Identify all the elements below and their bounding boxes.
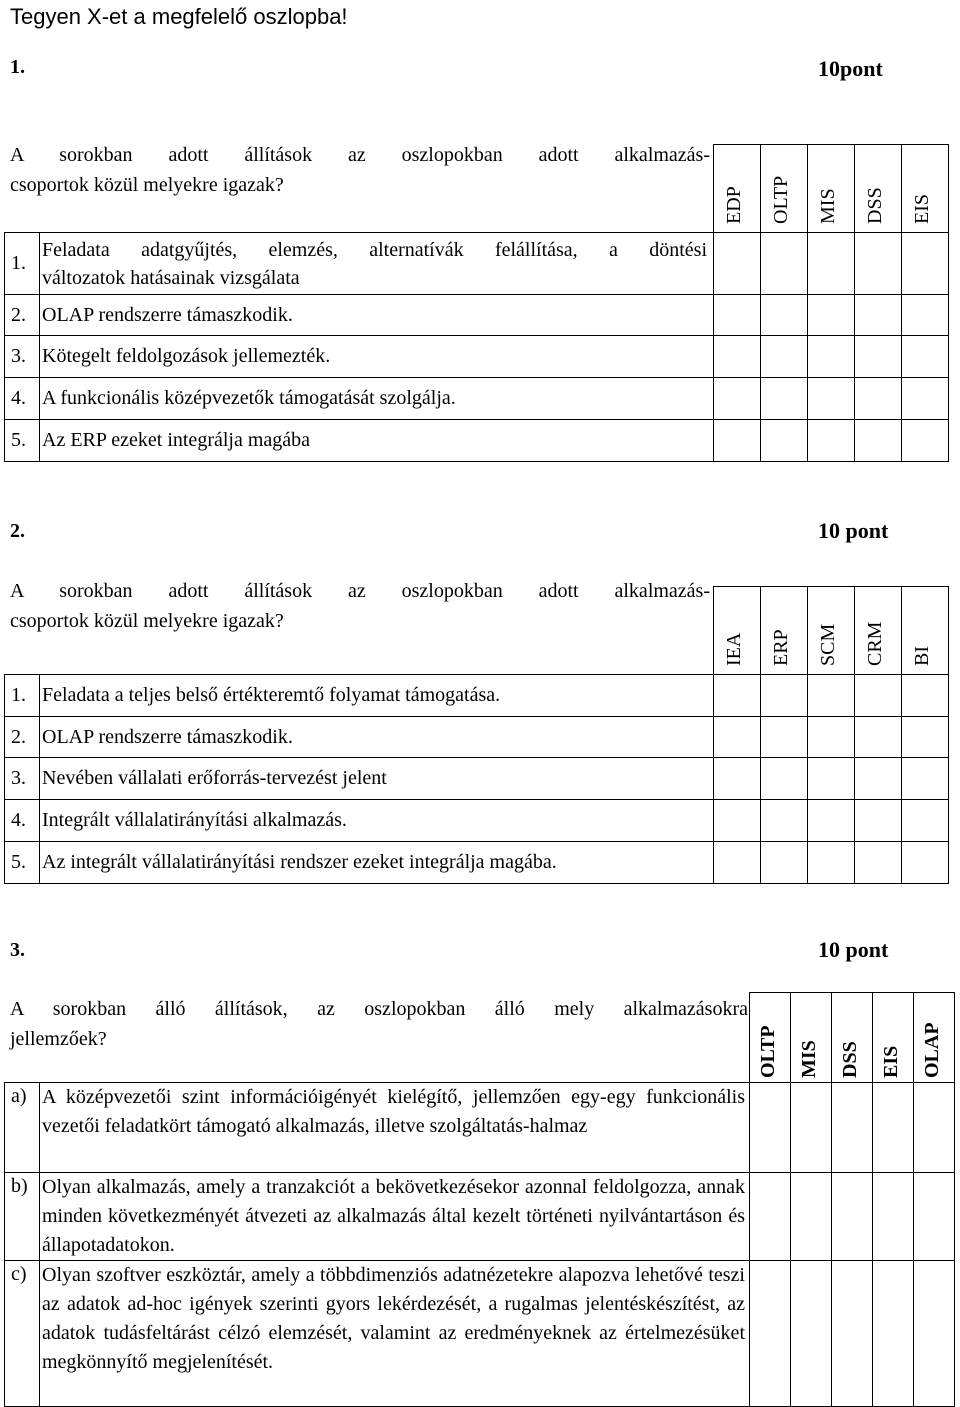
answer-cell[interactable] [791, 1173, 832, 1261]
answer-cell[interactable] [714, 336, 761, 378]
section1-question-line2: csoportok közül melyekre igazak? [10, 174, 284, 196]
table-row [5, 378, 949, 420]
answer-cell[interactable] [902, 233, 949, 295]
answer-cell[interactable] [761, 336, 808, 378]
section1-col-header [714, 145, 761, 233]
answer-cell[interactable] [873, 1261, 914, 1407]
row-number: 5. [5, 420, 40, 462]
answer-cell[interactable] [808, 378, 855, 420]
row-text: OLAP rendszerre támaszkodik. [40, 717, 714, 758]
answer-cell[interactable] [714, 717, 761, 758]
row-text: A középvezetői szint információigényét kielégítő, jellemzően egy-egy funkcionális vezetői feladatkört támogató alkalmazás, illetve szolgáltatás-halmaz [40, 1083, 750, 1173]
answer-cell[interactable] [902, 420, 949, 462]
answer-cell[interactable] [714, 233, 761, 295]
answer-cell[interactable] [855, 378, 902, 420]
answer-cell[interactable] [808, 233, 855, 295]
section3-col-header [914, 993, 955, 1083]
section3-col-label: OLTP [757, 1025, 779, 1078]
answer-cell[interactable] [761, 758, 808, 800]
answer-cell[interactable] [714, 842, 761, 884]
table-row [5, 1173, 955, 1261]
answer-cell[interactable] [791, 1261, 832, 1407]
answer-cell[interactable] [714, 420, 761, 462]
row-text-line2: változatok hatásainak vizsgálata [42, 266, 300, 289]
row-number: 2. [5, 295, 40, 336]
table-row [5, 1083, 955, 1173]
answer-cell[interactable] [808, 800, 855, 842]
answer-cell[interactable] [902, 675, 949, 717]
section2-question-line1: A sorokban adott állítások az oszlopokban adott alkalmazás- [10, 580, 710, 602]
answer-cell[interactable] [855, 717, 902, 758]
answer-cell[interactable] [914, 1173, 955, 1261]
section1-col-label: MIS [817, 188, 839, 224]
table-row [5, 717, 949, 758]
answer-cell[interactable] [714, 675, 761, 717]
row-text-line1: Feladata adatgyűjtés, elemzés, alternatívák felállítása, a döntési [42, 238, 707, 261]
answer-cell[interactable] [761, 378, 808, 420]
answer-cell[interactable] [761, 233, 808, 295]
section3-table [4, 992, 955, 1407]
row-number: 5. [5, 842, 40, 884]
answer-cell[interactable] [761, 842, 808, 884]
section2-col-label: BI [911, 646, 933, 666]
answer-cell[interactable] [750, 1173, 791, 1261]
section3-points: 10 pont [818, 937, 889, 962]
table-row [5, 295, 949, 336]
row-number: 4. [5, 378, 40, 420]
table-row [5, 842, 949, 884]
answer-cell[interactable] [855, 295, 902, 336]
section1-col-label: DSS [864, 187, 886, 224]
answer-cell[interactable] [855, 420, 902, 462]
section2-col-label: IEA [723, 632, 745, 666]
row-number: 2. [5, 717, 40, 758]
row-number: 1. [5, 233, 40, 295]
row-text: Kötegelt feldolgozások jellemezték. [40, 336, 714, 378]
answer-cell[interactable] [855, 842, 902, 884]
section1-col-label: EDP [723, 186, 745, 224]
section2-number: 2. [10, 520, 25, 542]
row-text: Olyan szoftver eszköztár, amely a többdimenziós adatnézetekre alapozva lehetővé teszi az adatok ad-hoc igények szerinti gyors lekérdezését, a rugalmas jelentéskészítést, az adatok tudásfeltárást célzó elemzését, valamint az eredményeknek az értelmezésüket megkönnyítő megjelenítését. [40, 1261, 750, 1407]
answer-cell[interactable] [761, 675, 808, 717]
answer-cell[interactable] [855, 675, 902, 717]
answer-cell[interactable] [914, 1261, 955, 1407]
answer-cell[interactable] [761, 420, 808, 462]
answer-cell[interactable] [902, 717, 949, 758]
answer-cell[interactable] [902, 378, 949, 420]
section2-col-label: CRM [864, 621, 886, 666]
answer-cell[interactable] [808, 675, 855, 717]
answer-cell[interactable] [791, 1083, 832, 1173]
section2-points: 10 pont [818, 518, 889, 543]
row-number: c) [5, 1261, 40, 1407]
row-text: Feladata a teljes belső értékteremtő folyamat támogatása. [40, 675, 714, 717]
section2-col-header [902, 587, 949, 675]
row-text: A funkcionális középvezetők támogatását szolgálja. [40, 378, 714, 420]
answer-cell[interactable] [808, 717, 855, 758]
answer-cell[interactable] [808, 336, 855, 378]
section3-question-line1: A sorokban álló állítások, az oszlopokban álló mely alkalmazásokra [10, 998, 748, 1020]
answer-cell[interactable] [750, 1083, 791, 1173]
section1-col-label: EIS [911, 194, 933, 224]
section3-question-line2: jellemzőek? [10, 1028, 107, 1050]
section2-col-header [808, 587, 855, 675]
section1-col-header [761, 145, 808, 233]
section1-question-line1: A sorokban adott állítások az oszlopokban adott alkalmazás- [10, 144, 710, 166]
table-row [5, 1261, 955, 1407]
answer-cell[interactable] [902, 758, 949, 800]
answer-cell[interactable] [902, 800, 949, 842]
answer-cell[interactable] [855, 800, 902, 842]
answer-cell[interactable] [714, 758, 761, 800]
row-number: b) [5, 1173, 40, 1261]
row-text [40, 233, 714, 295]
answer-cell[interactable] [761, 717, 808, 758]
answer-cell[interactable] [714, 378, 761, 420]
table-row [5, 800, 949, 842]
answer-cell[interactable] [855, 758, 902, 800]
section2-col-label: SCM [817, 623, 839, 666]
table-row [5, 758, 949, 800]
answer-cell[interactable] [808, 420, 855, 462]
answer-cell[interactable] [832, 1173, 873, 1261]
answer-cell[interactable] [855, 233, 902, 295]
row-text: OLAP rendszerre támaszkodik. [40, 295, 714, 336]
section1-number: 1. [10, 56, 25, 78]
answer-cell[interactable] [873, 1173, 914, 1261]
section2-col-header [855, 587, 902, 675]
section3-number: 3. [10, 939, 25, 961]
row-number: 4. [5, 800, 40, 842]
table-row [5, 675, 949, 717]
row-text: Az integrált vállalatirányítási rendszer ezeket integrálja magába. [40, 842, 714, 884]
section1-table [4, 144, 949, 462]
answer-cell[interactable] [761, 295, 808, 336]
section3-col-label: EIS [880, 1045, 902, 1078]
table-row [5, 336, 949, 378]
section3-col-header [832, 993, 873, 1083]
section1-col-header [902, 145, 949, 233]
answer-cell[interactable] [902, 336, 949, 378]
answer-cell[interactable] [832, 1083, 873, 1173]
answer-cell[interactable] [914, 1083, 955, 1173]
answer-cell[interactable] [832, 1261, 873, 1407]
section3-col-header [791, 993, 832, 1083]
answer-cell[interactable] [902, 842, 949, 884]
answer-cell[interactable] [808, 758, 855, 800]
section3-col-header [873, 993, 914, 1083]
answer-cell[interactable] [761, 800, 808, 842]
table-row [5, 420, 949, 462]
section1-points: 10pont [818, 56, 883, 81]
row-number: 1. [5, 675, 40, 717]
section2-table [4, 586, 949, 884]
section2-col-header [761, 587, 808, 675]
answer-cell[interactable] [750, 1261, 791, 1407]
section1-col-header [808, 145, 855, 233]
section1-col-header [855, 145, 902, 233]
answer-cell[interactable] [714, 800, 761, 842]
section1-spacer [5, 145, 714, 233]
section3-col-label: OLAP [921, 1022, 943, 1078]
row-number: a) [5, 1083, 40, 1173]
section3-col-label: MIS [798, 1040, 820, 1078]
answer-cell[interactable] [808, 842, 855, 884]
answer-cell[interactable] [902, 295, 949, 336]
row-text: Nevében vállalati erőforrás-tervezést jelent [40, 758, 714, 800]
section2-col-label: ERP [770, 629, 792, 666]
section3-col-label: DSS [839, 1041, 861, 1078]
table-row [5, 233, 949, 295]
section2-col-header [714, 587, 761, 675]
section3-spacer [5, 993, 750, 1083]
section2-spacer [5, 587, 714, 675]
answer-cell[interactable] [873, 1083, 914, 1173]
answer-cell[interactable] [808, 295, 855, 336]
row-text: Az ERP ezeket integrálja magába [40, 420, 714, 462]
section1-col-label: OLTP [770, 175, 792, 224]
answer-cell[interactable] [855, 336, 902, 378]
row-text: Integrált vállalatirányítási alkalmazás. [40, 800, 714, 842]
row-number: 3. [5, 758, 40, 800]
answer-cell[interactable] [714, 295, 761, 336]
section2-question-line2: csoportok közül melyekre igazak? [10, 610, 284, 632]
row-number: 3. [5, 336, 40, 378]
section3-col-header [750, 993, 791, 1083]
page-title: Tegyen X-et a megfelelő oszlopba! [10, 4, 348, 29]
row-text: Olyan alkalmazás, amely a tranzakciót a bekövetkezésekor azonnal feldolgozza, annak minden következményét átvezeti az alkalmazás által kezelt történeti nyilvántartáson és állapotadatokon. [40, 1173, 750, 1261]
